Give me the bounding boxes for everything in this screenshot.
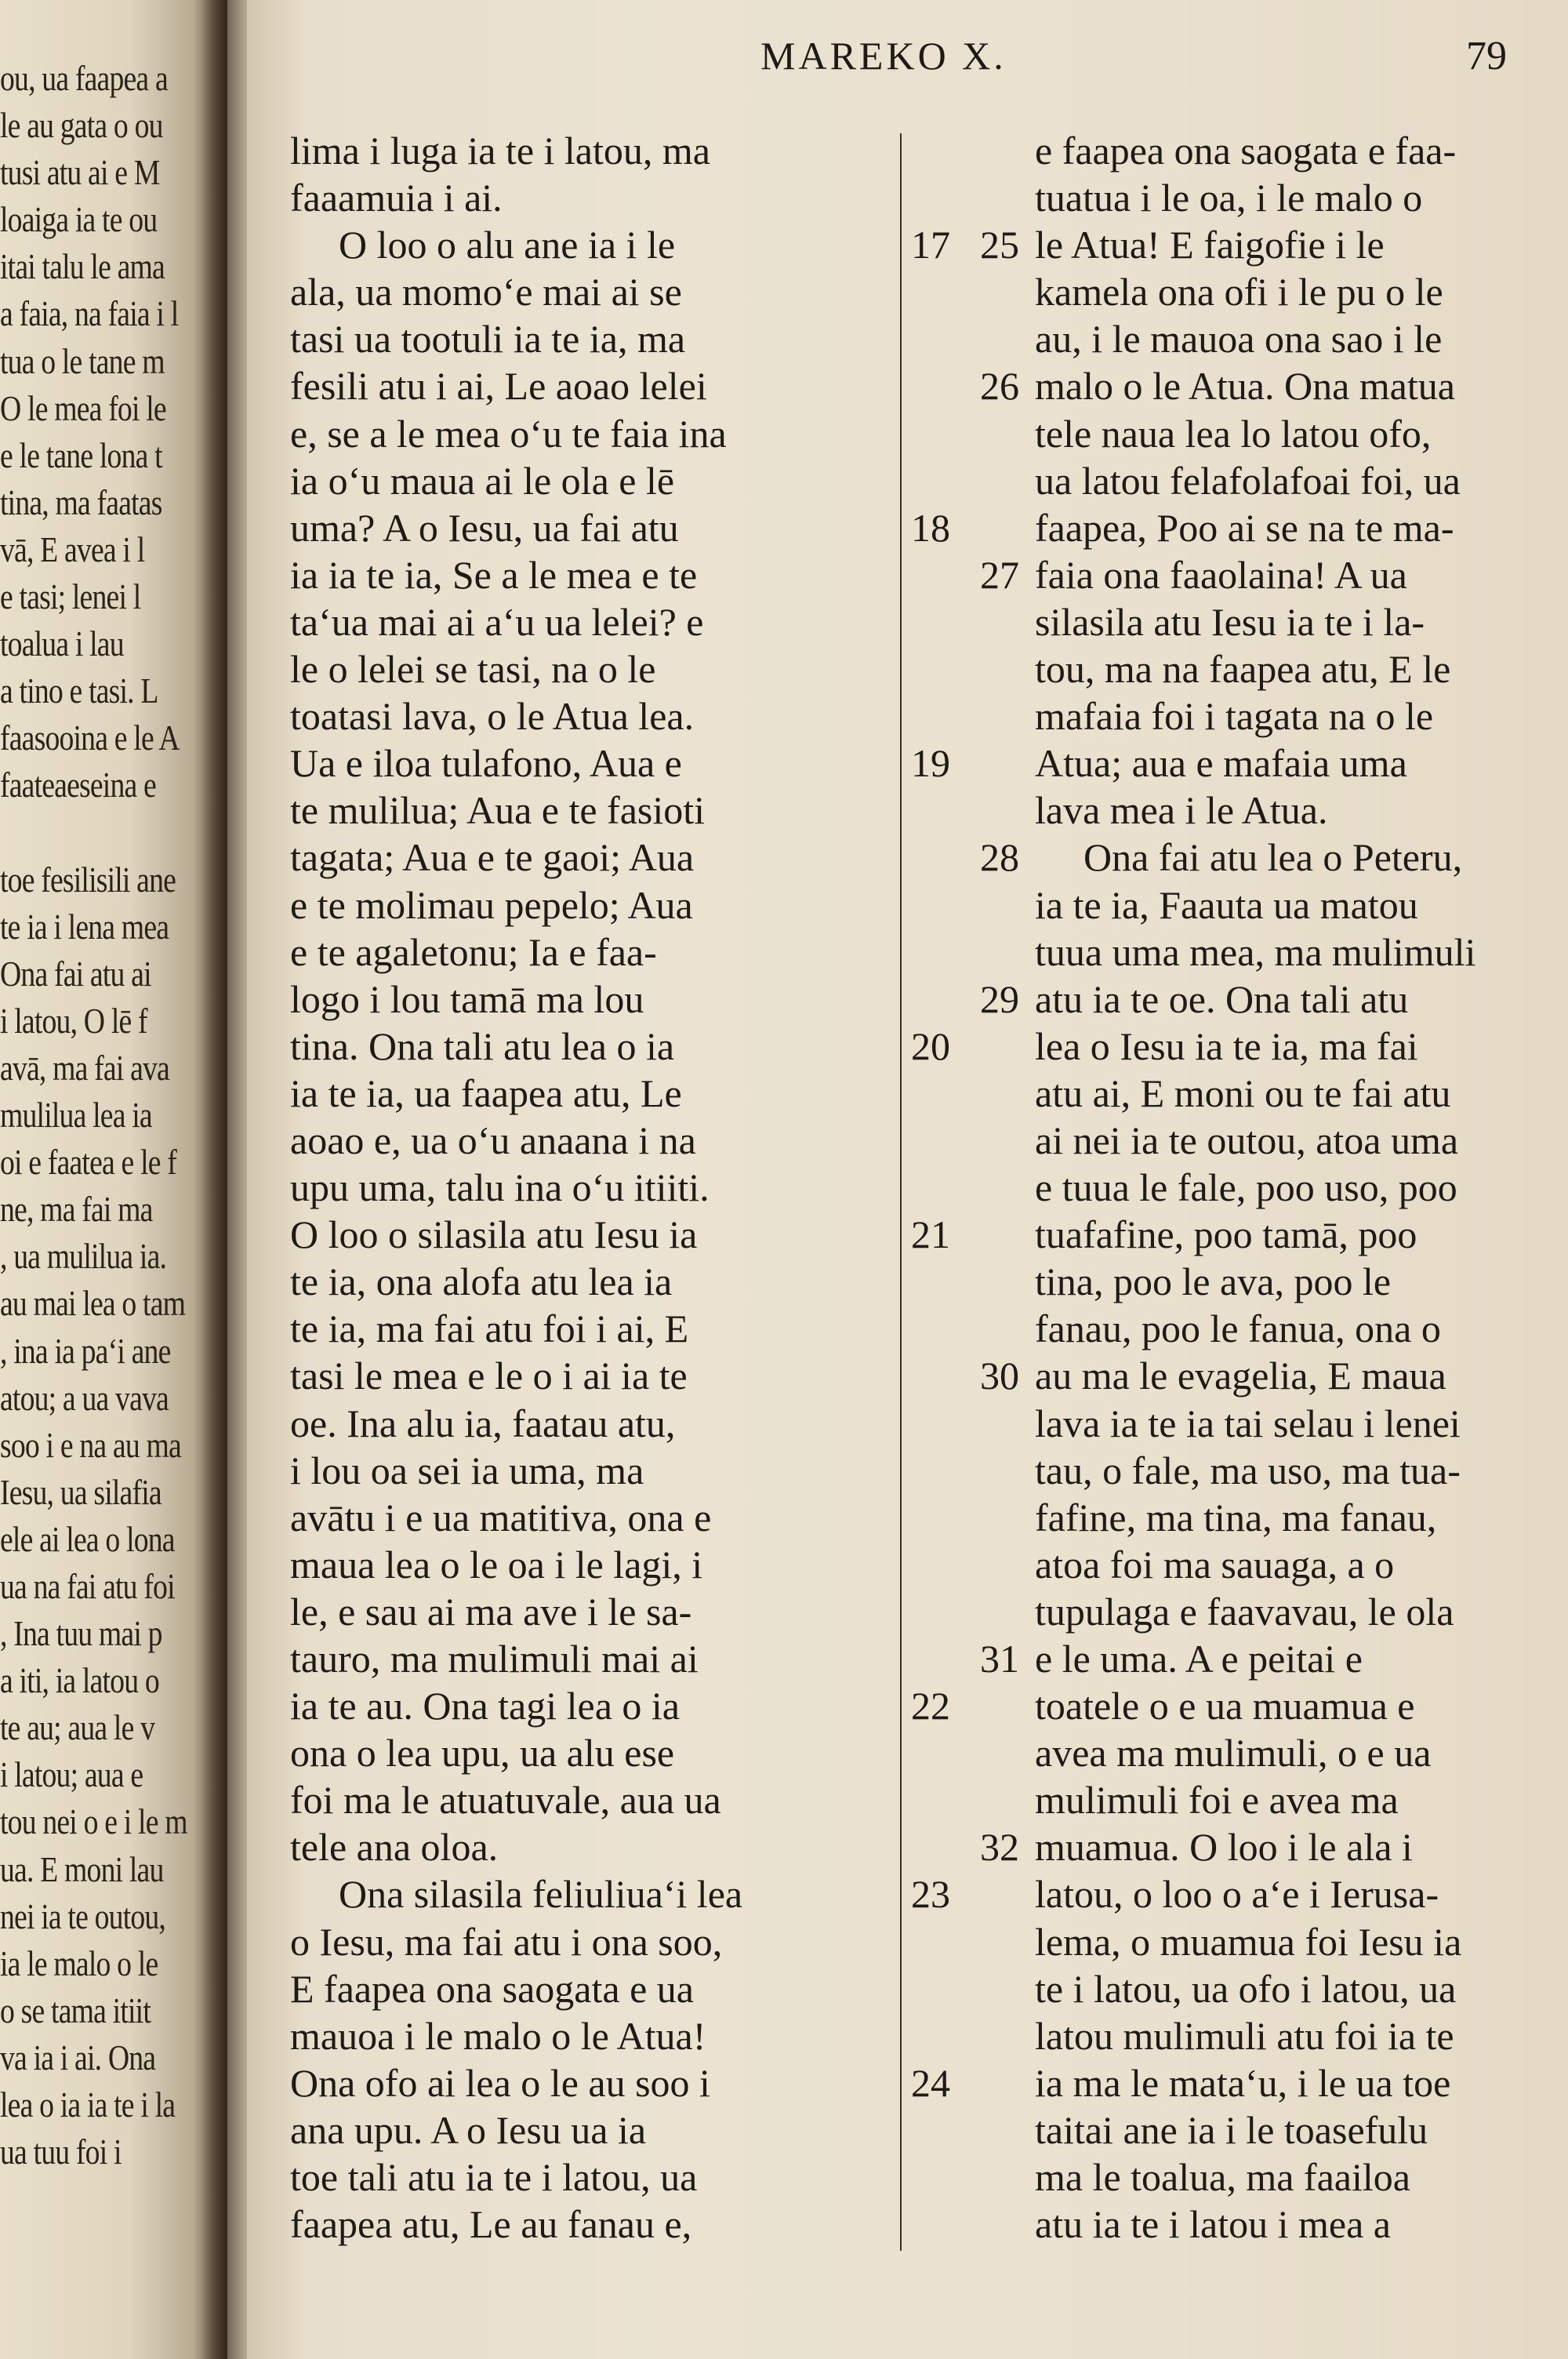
line-text: ai nei ia te outou, atoa uma <box>1035 1118 1459 1162</box>
text-line <box>980 1494 1513 1541</box>
left-page-line: ua na fai atu foi <box>0 1566 175 1606</box>
verse-number: 29 <box>980 976 1019 1021</box>
text-line <box>290 1023 950 1070</box>
left-page-line: vā, E avea i l <box>0 529 145 569</box>
line-text: atu ia te i latou i mea a <box>1035 2202 1391 2247</box>
text-line <box>980 834 1513 881</box>
text-line <box>290 315 941 362</box>
left-page-line: oi e faatea e le f <box>0 1142 177 1183</box>
line-text: au, i le mauoa ona sao i le <box>1035 317 1443 362</box>
line-text: tasi le mea e le o i ai ia te <box>290 1354 688 1398</box>
text-line <box>290 1070 941 1117</box>
line-text: muamua. O loo i le ala i <box>1035 1825 1413 1870</box>
left-page-line: e le tane lona t <box>0 434 162 475</box>
text-line <box>290 881 941 929</box>
line-text: atu ai, E moni ou te fai atu <box>1035 1070 1451 1115</box>
line-text: le, e sau ai ma ave i le sa- <box>290 1589 692 1634</box>
text-line <box>980 2106 1513 2154</box>
text-line <box>290 551 941 598</box>
left-page-line: atou; a ua vava <box>0 1377 169 1418</box>
line-text: tagata; Aua e te gaoi; Aua <box>290 835 695 880</box>
line-text: ua latou felafolafoai foi, ua <box>1035 458 1461 503</box>
line-text: silasila atu Iesu ia te i la- <box>1035 599 1425 644</box>
left-page-line: Ona fai atu ai <box>0 953 151 994</box>
text-line <box>290 692 941 740</box>
left-page-line: tua o le tane m <box>0 340 165 381</box>
text-line <box>980 1682 1513 1729</box>
text-line <box>980 1305 1513 1352</box>
line-text: atoa foi ma sauaga, a o <box>1035 1542 1395 1587</box>
line-text: avea ma mulimuli, o e ua <box>1035 1731 1432 1776</box>
line-text: logo i lou tamā ma lou <box>290 976 644 1021</box>
line-text: fafine, ma tina, ma fanau, <box>1035 1495 1437 1539</box>
text-line <box>290 1682 950 1729</box>
line-text: Ona ofo ai lea o le au soo i <box>290 2060 710 2105</box>
text-line <box>290 1211 950 1258</box>
text-line <box>290 1352 941 1399</box>
left-page-line: ia le malo o le <box>0 1943 158 1983</box>
line-text: Ona silasila feliuliuaʻi lea <box>339 1872 743 1917</box>
line-text: foi ma le atuatuvale, aua ua <box>290 1778 721 1823</box>
line-text: aoao e, ua oʻu anaana i na <box>290 1118 696 1162</box>
left-page-line: soo i e na au ma <box>0 1424 181 1465</box>
line-text: tasi ua tootuli ia te ia, ma <box>290 317 686 362</box>
line-text: taitai ane ia i le toasefulu <box>1035 2107 1428 2152</box>
line-text: mafaia foi i tagata na o le <box>1035 694 1434 739</box>
column-divider <box>900 133 902 2251</box>
line-text: o Iesu, ma fai atu i ona soo, <box>290 1919 723 1964</box>
text-line <box>290 410 941 457</box>
left-page-line: o se tama itiit <box>0 1990 151 2030</box>
text-line <box>290 1776 941 1823</box>
left-page-line: toe fesilisili ane <box>0 859 176 900</box>
left-page-line: au mai lea o tam <box>0 1283 186 1324</box>
line-text: au ma le evagelia, E maua <box>1035 1354 1446 1398</box>
text-line <box>980 504 1513 551</box>
right-page <box>227 0 1568 2359</box>
text-line <box>290 2201 941 2248</box>
left-page-line: nei ia te outou, <box>0 1896 166 1936</box>
left-page-line <box>0 809 193 856</box>
left-page-line: mulilua lea ia <box>0 1095 152 1136</box>
text-line <box>980 1965 1513 2012</box>
text-line <box>980 1776 1513 1823</box>
text-line <box>980 1823 1513 1870</box>
verse-number: 31 <box>980 1637 1019 1681</box>
page-number: 79 <box>1466 34 1507 78</box>
line-text: ia te ia, Faauta ua matou <box>1035 882 1418 927</box>
left-page-line: ua. E moni lau <box>0 1848 164 1889</box>
line-text: lava ia te ia tai selau i lenei <box>1035 1401 1461 1445</box>
text-line <box>290 268 941 315</box>
text-line <box>290 645 941 692</box>
text-column-right <box>980 127 1513 2248</box>
text-line <box>980 1070 1513 1117</box>
text-line <box>290 740 950 787</box>
line-text: Atua; aua e mafaia uma <box>1035 741 1407 786</box>
left-page-line: ele ai lea o lona <box>0 1518 175 1559</box>
text-line <box>980 1023 1513 1070</box>
verse-number: 18 <box>911 505 950 550</box>
left-page-line: , ua mulilua ia. <box>0 1236 167 1277</box>
line-text: te ia, ona alofa atu lea ia <box>290 1259 673 1304</box>
text-line <box>290 976 941 1023</box>
text-line <box>290 1305 941 1352</box>
left-page-line: , ina ia paʻi ane <box>0 1330 171 1371</box>
left-page-line: faasooina e le A <box>0 718 180 758</box>
line-text: fesili atu i ai, Le aoao lelei <box>290 364 707 409</box>
left-page-line: ou, ua faapea a <box>0 58 168 98</box>
verse-number: 32 <box>980 1825 1019 1870</box>
line-text: ana upu. A o Iesu ua ia <box>290 2107 647 2152</box>
left-page-line: e tasi; lenei l <box>0 576 141 617</box>
text-line <box>290 1823 941 1870</box>
left-page-line: toalua i lau <box>0 623 124 664</box>
text-line <box>980 1258 1513 1305</box>
text-line <box>290 1729 941 1776</box>
text-line <box>980 881 1513 929</box>
text-line <box>980 1400 1513 1447</box>
line-text: tau, o fale, ma uso, ma tua- <box>1035 1448 1461 1492</box>
line-text: ona o lea upu, ua alu ese <box>290 1731 675 1776</box>
text-line <box>980 692 1513 740</box>
text-line <box>290 174 941 221</box>
line-text: ia te ia, ua faapea atu, Le <box>290 1070 682 1115</box>
line-text: mauoa i le malo o le Atua! <box>290 2013 706 2058</box>
text-line <box>980 1635 1513 1682</box>
left-page-line: te ia i lena mea <box>0 906 169 947</box>
text-line <box>980 787 1513 834</box>
line-text: O loo o alu ane ia i le <box>339 223 676 267</box>
left-page-line: ua tuu foi i <box>0 2132 122 2172</box>
line-text: toatasi lava, o le Atua lea. <box>290 694 695 739</box>
line-text: taʻua mai ai aʻu ua lelei? e <box>290 599 704 644</box>
line-text: Ua e iloa tulafono, Aua e <box>290 741 682 786</box>
left-page-line: O le mea foi le <box>0 387 166 428</box>
text-line <box>290 2106 941 2154</box>
text-line <box>980 976 1513 1023</box>
text-line <box>980 1588 1513 1635</box>
line-text: ia te au. Ona tagi lea o ia <box>290 1684 680 1728</box>
line-text: tina, poo le ava, poo le <box>1035 1259 1392 1304</box>
text-line <box>290 221 950 268</box>
line-text: tele naua lea lo latou ofo, <box>1035 411 1432 456</box>
line-text: e faapea ona saogata e faa- <box>1035 129 1457 173</box>
text-line <box>980 598 1513 645</box>
line-text: te mulilua; Aua e te fasioti <box>290 788 706 833</box>
left-page-line: tina, ma faatas <box>0 482 162 522</box>
text-line <box>290 1965 941 2012</box>
line-text: tele ana oloa. <box>290 1825 499 1870</box>
line-text: E faapea ona saogata e ua <box>290 1966 694 2011</box>
line-text: faapea atu, Le au fanau e, <box>290 2202 692 2247</box>
text-line <box>290 1258 941 1305</box>
text-line <box>980 221 1513 268</box>
line-text: latou, o loo o aʻe i Ierusa- <box>1035 1872 1439 1917</box>
text-line <box>980 457 1513 504</box>
text-line <box>290 457 941 504</box>
text-line <box>290 504 950 551</box>
verse-number: 21 <box>911 1212 950 1257</box>
left-page-line: tou nei o e i le m <box>0 1801 187 1842</box>
text-line <box>290 598 941 645</box>
line-text: ia ma le mataʻu, i le ua toe <box>1035 2060 1451 2105</box>
verse-number: 27 <box>980 552 1019 597</box>
line-text: kamela ona ofi i le pu o le <box>1035 270 1443 314</box>
left-page-line: tusi atu ai e M <box>0 152 160 193</box>
line-text: Ona fai atu lea o Peteru, <box>1083 835 1463 880</box>
left-page-line: a iti, ia latou o <box>0 1660 159 1701</box>
line-text: lima i luga ia te i latou, ma <box>290 129 710 173</box>
text-line <box>980 1447 1513 1494</box>
line-text: tauro, ma mulimuli mai ai <box>290 1637 699 1681</box>
running-header: MAREKO X. <box>760 34 1007 78</box>
text-line <box>290 1400 941 1447</box>
text-line <box>980 315 1513 362</box>
left-page-text <box>0 55 193 2175</box>
verse-number: 23 <box>911 1872 950 1917</box>
line-text: malo o le Atua. Ona matua <box>1035 364 1455 409</box>
verse-number: 19 <box>911 741 950 786</box>
verse-number: 28 <box>980 835 1019 880</box>
line-text: e te agaletonu; Ia e faa- <box>290 929 657 974</box>
line-text: e le uma. A e peitai e <box>1035 1637 1363 1681</box>
left-page-line: va ia i ai. Ona <box>0 2037 156 2077</box>
text-line <box>980 1541 1513 1588</box>
line-text: e te molimau pepelo; Aua <box>290 882 693 927</box>
line-text: faia ona faaolaina! A ua <box>1035 552 1407 597</box>
line-text: avātu i e ua matitiva, ona e <box>290 1495 712 1539</box>
line-text: ia ia te ia, Se a le mea e te <box>290 552 698 597</box>
text-line <box>980 1164 1513 1211</box>
text-line <box>290 1870 950 1917</box>
left-page-line: , Ina tuu mai p <box>0 1613 162 1654</box>
line-text: le o lelei se tasi, na o le <box>290 647 656 692</box>
line-text: toatele o e ua muamua e <box>1035 1684 1415 1728</box>
verse-number: 24 <box>911 2060 950 2105</box>
text-line <box>290 1494 941 1541</box>
text-line <box>290 787 941 834</box>
text-line <box>290 2012 941 2059</box>
left-page-line: te au; aua le v <box>0 1707 155 1748</box>
line-text: oe. Ina alu ia, faatau atu, <box>290 1401 676 1445</box>
text-line <box>980 127 1513 174</box>
line-text: ala, ua momoʻe mai ai se <box>290 270 682 314</box>
left-page-line: loaiga ia te ou <box>0 199 158 240</box>
text-line <box>290 1447 941 1494</box>
left-page-line: lea o ia ia te i la <box>0 2085 176 2125</box>
left-page-line: Iesu, ua silafia <box>0 1471 162 1512</box>
text-line <box>290 2154 941 2201</box>
line-text: le Atua! E faigofie i le <box>1035 223 1385 267</box>
text-line <box>290 834 941 881</box>
left-page-line: avā, ma fai ava <box>0 1047 169 1088</box>
text-line <box>980 2154 1513 2201</box>
verse-number: 20 <box>911 1023 950 1068</box>
text-line <box>980 362 1513 409</box>
text-line <box>980 2059 1513 2106</box>
left-page-line: ne, ma fai ma <box>0 1189 153 1230</box>
verse-number: 17 <box>911 223 950 267</box>
line-text: lava mea i le Atua. <box>1035 788 1328 833</box>
text-line <box>290 929 941 976</box>
line-text: ma le toalua, ma faailoa <box>1035 2155 1410 2200</box>
text-line <box>290 127 941 174</box>
left-page-line: le au gata o ou <box>0 105 163 146</box>
line-text: ia oʻu maua ai le ola e lē <box>290 458 675 503</box>
text-line <box>980 174 1513 221</box>
text-line <box>980 2201 1513 2248</box>
line-text: maua lea o le oa i le lagi, i <box>290 1542 703 1587</box>
left-page-line: i latou, O lē f <box>0 1000 147 1041</box>
text-line <box>980 1117 1513 1164</box>
text-line <box>980 645 1513 692</box>
line-text: i lou oa sei ia uma, ma <box>290 1448 644 1492</box>
line-text: faaamuia i ai. <box>290 176 503 220</box>
verse-number: 25 <box>980 223 1019 267</box>
text-line <box>290 1164 941 1211</box>
verse-number: 30 <box>980 1354 1019 1398</box>
text-line <box>290 1541 941 1588</box>
line-text: mulimuli foi e avea ma <box>1035 1778 1399 1823</box>
text-line <box>980 740 1513 787</box>
left-page-line: a faia, na faia i l <box>0 293 179 334</box>
line-text: toe tali atu ia te i latou, ua <box>290 2155 698 2200</box>
line-text: upu uma, talu ina oʻu itiiti. <box>290 1165 710 1210</box>
text-column-left <box>290 127 950 2248</box>
text-line <box>290 1635 941 1682</box>
line-text: atu ia te oe. Ona tali atu <box>1035 976 1409 1021</box>
line-text: te ia, ma fai atu foi i ai, E <box>290 1307 689 1351</box>
line-text: latou mulimuli atu foi ia te <box>1035 2013 1454 2058</box>
text-line <box>980 1352 1513 1399</box>
text-line <box>980 929 1513 976</box>
text-line <box>980 1211 1513 1258</box>
text-line <box>980 1918 1513 1965</box>
text-line <box>290 1117 941 1164</box>
text-line <box>980 1729 1513 1776</box>
text-line <box>980 410 1513 457</box>
text-line <box>290 1918 941 1965</box>
line-text: tuua uma mea, ma mulimuli <box>1035 929 1476 974</box>
left-page-line: a tino e tasi. L <box>0 671 158 711</box>
text-line <box>980 2012 1513 2059</box>
left-page-line: i latou; aua e <box>0 1754 143 1795</box>
line-text: tuafafine, poo tamā, poo <box>1035 1212 1417 1257</box>
book-gutter <box>200 0 247 2359</box>
line-text: O loo o silasila atu Iesu ia <box>290 1212 698 1257</box>
line-text: e, se a le mea oʻu te faia ina <box>290 411 727 456</box>
text-line <box>290 362 941 409</box>
line-text: e tuua le fale, poo uso, poo <box>1035 1165 1457 1210</box>
text-line <box>980 1870 1513 1917</box>
text-line <box>980 551 1513 598</box>
line-text: tina. Ona tali atu lea o ia <box>290 1023 675 1068</box>
line-text: tou, ma na faapea atu, E le <box>1035 647 1451 692</box>
line-text: fanau, poo le fanua, ona o <box>1035 1307 1441 1351</box>
left-page-line: itai talu le ama <box>0 246 165 287</box>
line-text: uma? A o Iesu, ua fai atu <box>290 505 679 550</box>
text-line <box>980 268 1513 315</box>
line-text: lema, o muamua foi Iesu ia <box>1035 1919 1462 1964</box>
line-text: faapea, Poo ai se na te ma- <box>1035 505 1454 550</box>
text-line <box>290 1588 941 1635</box>
left-page-line: faateaeseina e <box>0 765 156 805</box>
line-text: tupulaga e faavavau, le ola <box>1035 1589 1454 1634</box>
line-text: tuatua i le oa, i le malo o <box>1035 176 1423 220</box>
verse-number: 26 <box>980 364 1019 409</box>
line-text: te i latou, ua ofo i latou, ua <box>1035 1966 1457 2011</box>
line-text: lea o Iesu ia te ia, ma fai <box>1035 1023 1418 1068</box>
text-line <box>290 2059 950 2106</box>
verse-number: 22 <box>911 1684 950 1728</box>
